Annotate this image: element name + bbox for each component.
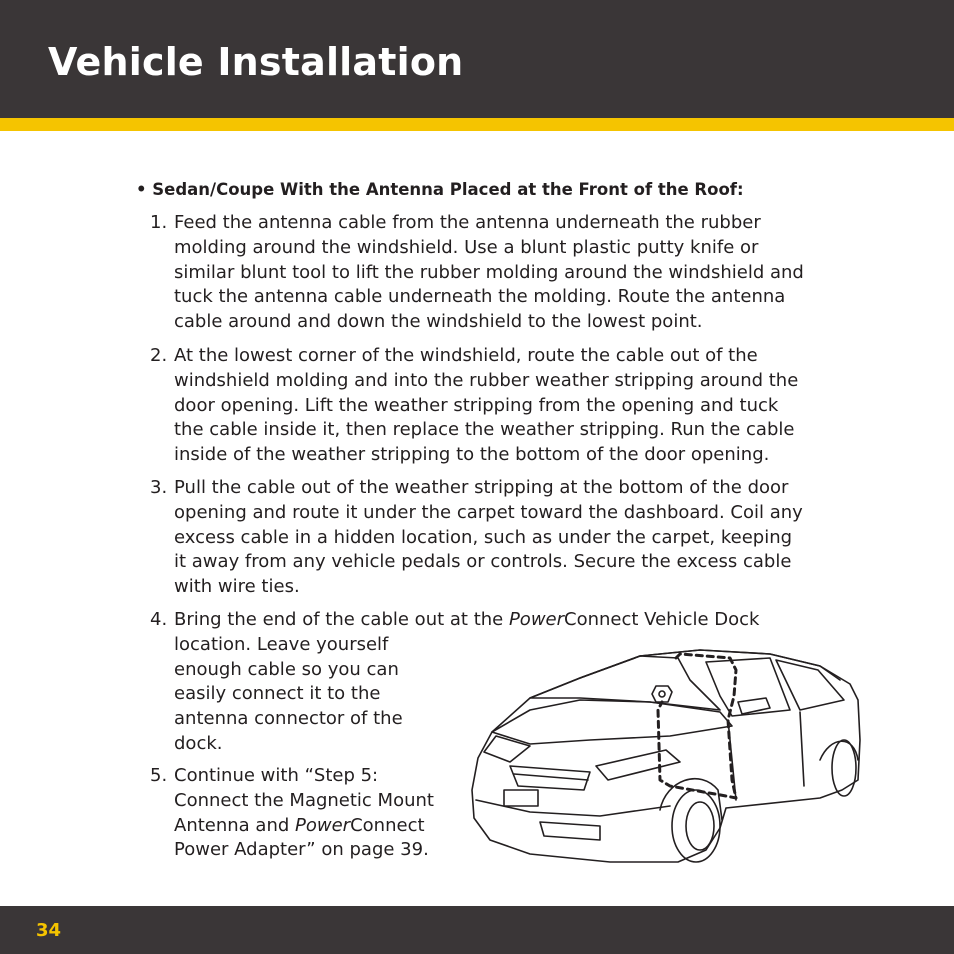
page-footer xyxy=(0,906,954,954)
page-title: Vehicle Installation xyxy=(48,40,464,84)
step-text xyxy=(174,344,870,468)
step-number: 5. xyxy=(150,765,168,786)
step-line: Power Adapter” on page 39. xyxy=(174,839,429,861)
step-line: excess cable in a hidden location, such as under the carpet, keeping xyxy=(174,526,793,548)
car-rear-window xyxy=(776,660,844,710)
step-line: door opening. Lift the weather stripping from the opening and tuck xyxy=(174,394,779,416)
section-heading: • Sedan/Coupe With the Antenna Placed at the Front of the Roof: xyxy=(136,180,744,199)
car-front-wheel xyxy=(672,790,720,862)
step-number: 3. xyxy=(150,477,168,498)
step-line: dock. xyxy=(174,732,223,754)
step-line: the cable inside it, then replace the weather stripping. Run the cable xyxy=(174,419,795,441)
page-number: 34 xyxy=(36,920,62,941)
step-line: location. Leave yourself xyxy=(174,633,389,655)
powerconnect-italic: Power xyxy=(508,609,565,630)
car-lower-grille xyxy=(540,822,600,840)
car-grille xyxy=(510,766,590,790)
step-line: molding around the windshield. Use a blunt plastic putty knife or xyxy=(174,236,759,258)
car-rear-wheel-arch xyxy=(820,741,858,760)
car-mirror xyxy=(738,698,770,714)
step-line: easily connect it to the xyxy=(174,683,381,705)
step-text-run: Connect Vehicle Dock xyxy=(564,609,760,630)
step-text xyxy=(174,211,870,335)
step-line: At the lowest corner of the windshield, route the cable out of the xyxy=(174,345,758,366)
step-text xyxy=(174,476,870,600)
step-line: similar blunt tool to lift the rubber molding around the windshield and xyxy=(174,261,804,283)
powerconnect-italic: Power xyxy=(295,814,351,836)
step-line: antenna connector of the xyxy=(174,708,403,730)
step-2 xyxy=(150,344,870,468)
step-line: Continue with “Step 5: xyxy=(174,765,379,786)
car-headlight xyxy=(596,750,680,780)
step-line: inside of the weather stripping to the bottom of the door opening. xyxy=(174,444,770,466)
step-number: 2. xyxy=(150,345,168,366)
car-rear-wheel xyxy=(832,740,856,796)
step-line: Feed the antenna cable from the antenna underneath the rubber xyxy=(174,212,761,233)
step-line: it away from any vehicle pedals or controls. Secure the excess cable xyxy=(174,551,792,573)
car-roof xyxy=(580,650,840,680)
step-line: cable around and down the windshield to the lowest point. xyxy=(174,311,703,333)
step-line xyxy=(174,609,759,630)
step-line: with wire ties. xyxy=(174,576,300,598)
step-line: Connect the Magnetic Mount xyxy=(174,789,434,811)
step-line: tuck the antenna cable underneath the molding. Route the antenna xyxy=(174,286,786,308)
car-front-wheel-hub xyxy=(686,802,714,850)
car-grille-line xyxy=(514,774,588,780)
step-3 xyxy=(150,476,870,600)
antenna-icon xyxy=(652,686,672,702)
antenna-cable-route xyxy=(658,654,736,798)
header-accent-bar xyxy=(0,118,954,131)
step-text-run: Antenna and xyxy=(174,814,296,836)
step-text-run: Bring the end of the cable out at the xyxy=(174,609,509,630)
step-line: opening and route it under the carpet toward the dashboard. Coil any xyxy=(174,501,803,523)
step-line: enough cable so you can xyxy=(174,658,399,680)
car-side-window xyxy=(706,658,790,716)
car-headlight xyxy=(484,736,530,762)
step-1 xyxy=(150,211,870,335)
step-number: 4. xyxy=(150,609,168,630)
step-line xyxy=(174,815,425,836)
car-door-line xyxy=(800,712,804,786)
step-text-run: Connect xyxy=(350,814,425,836)
car-antenna-routing-illustration xyxy=(470,640,870,865)
step-line: windshield molding and into the rubber weather stripping around the xyxy=(174,369,799,391)
step-number: 1. xyxy=(150,212,168,233)
page-header xyxy=(0,0,954,118)
car-bumper xyxy=(476,800,670,816)
car-license-plate xyxy=(504,790,538,806)
step-line: Pull the cable out of the weather stripping at the bottom of the door xyxy=(174,477,789,498)
